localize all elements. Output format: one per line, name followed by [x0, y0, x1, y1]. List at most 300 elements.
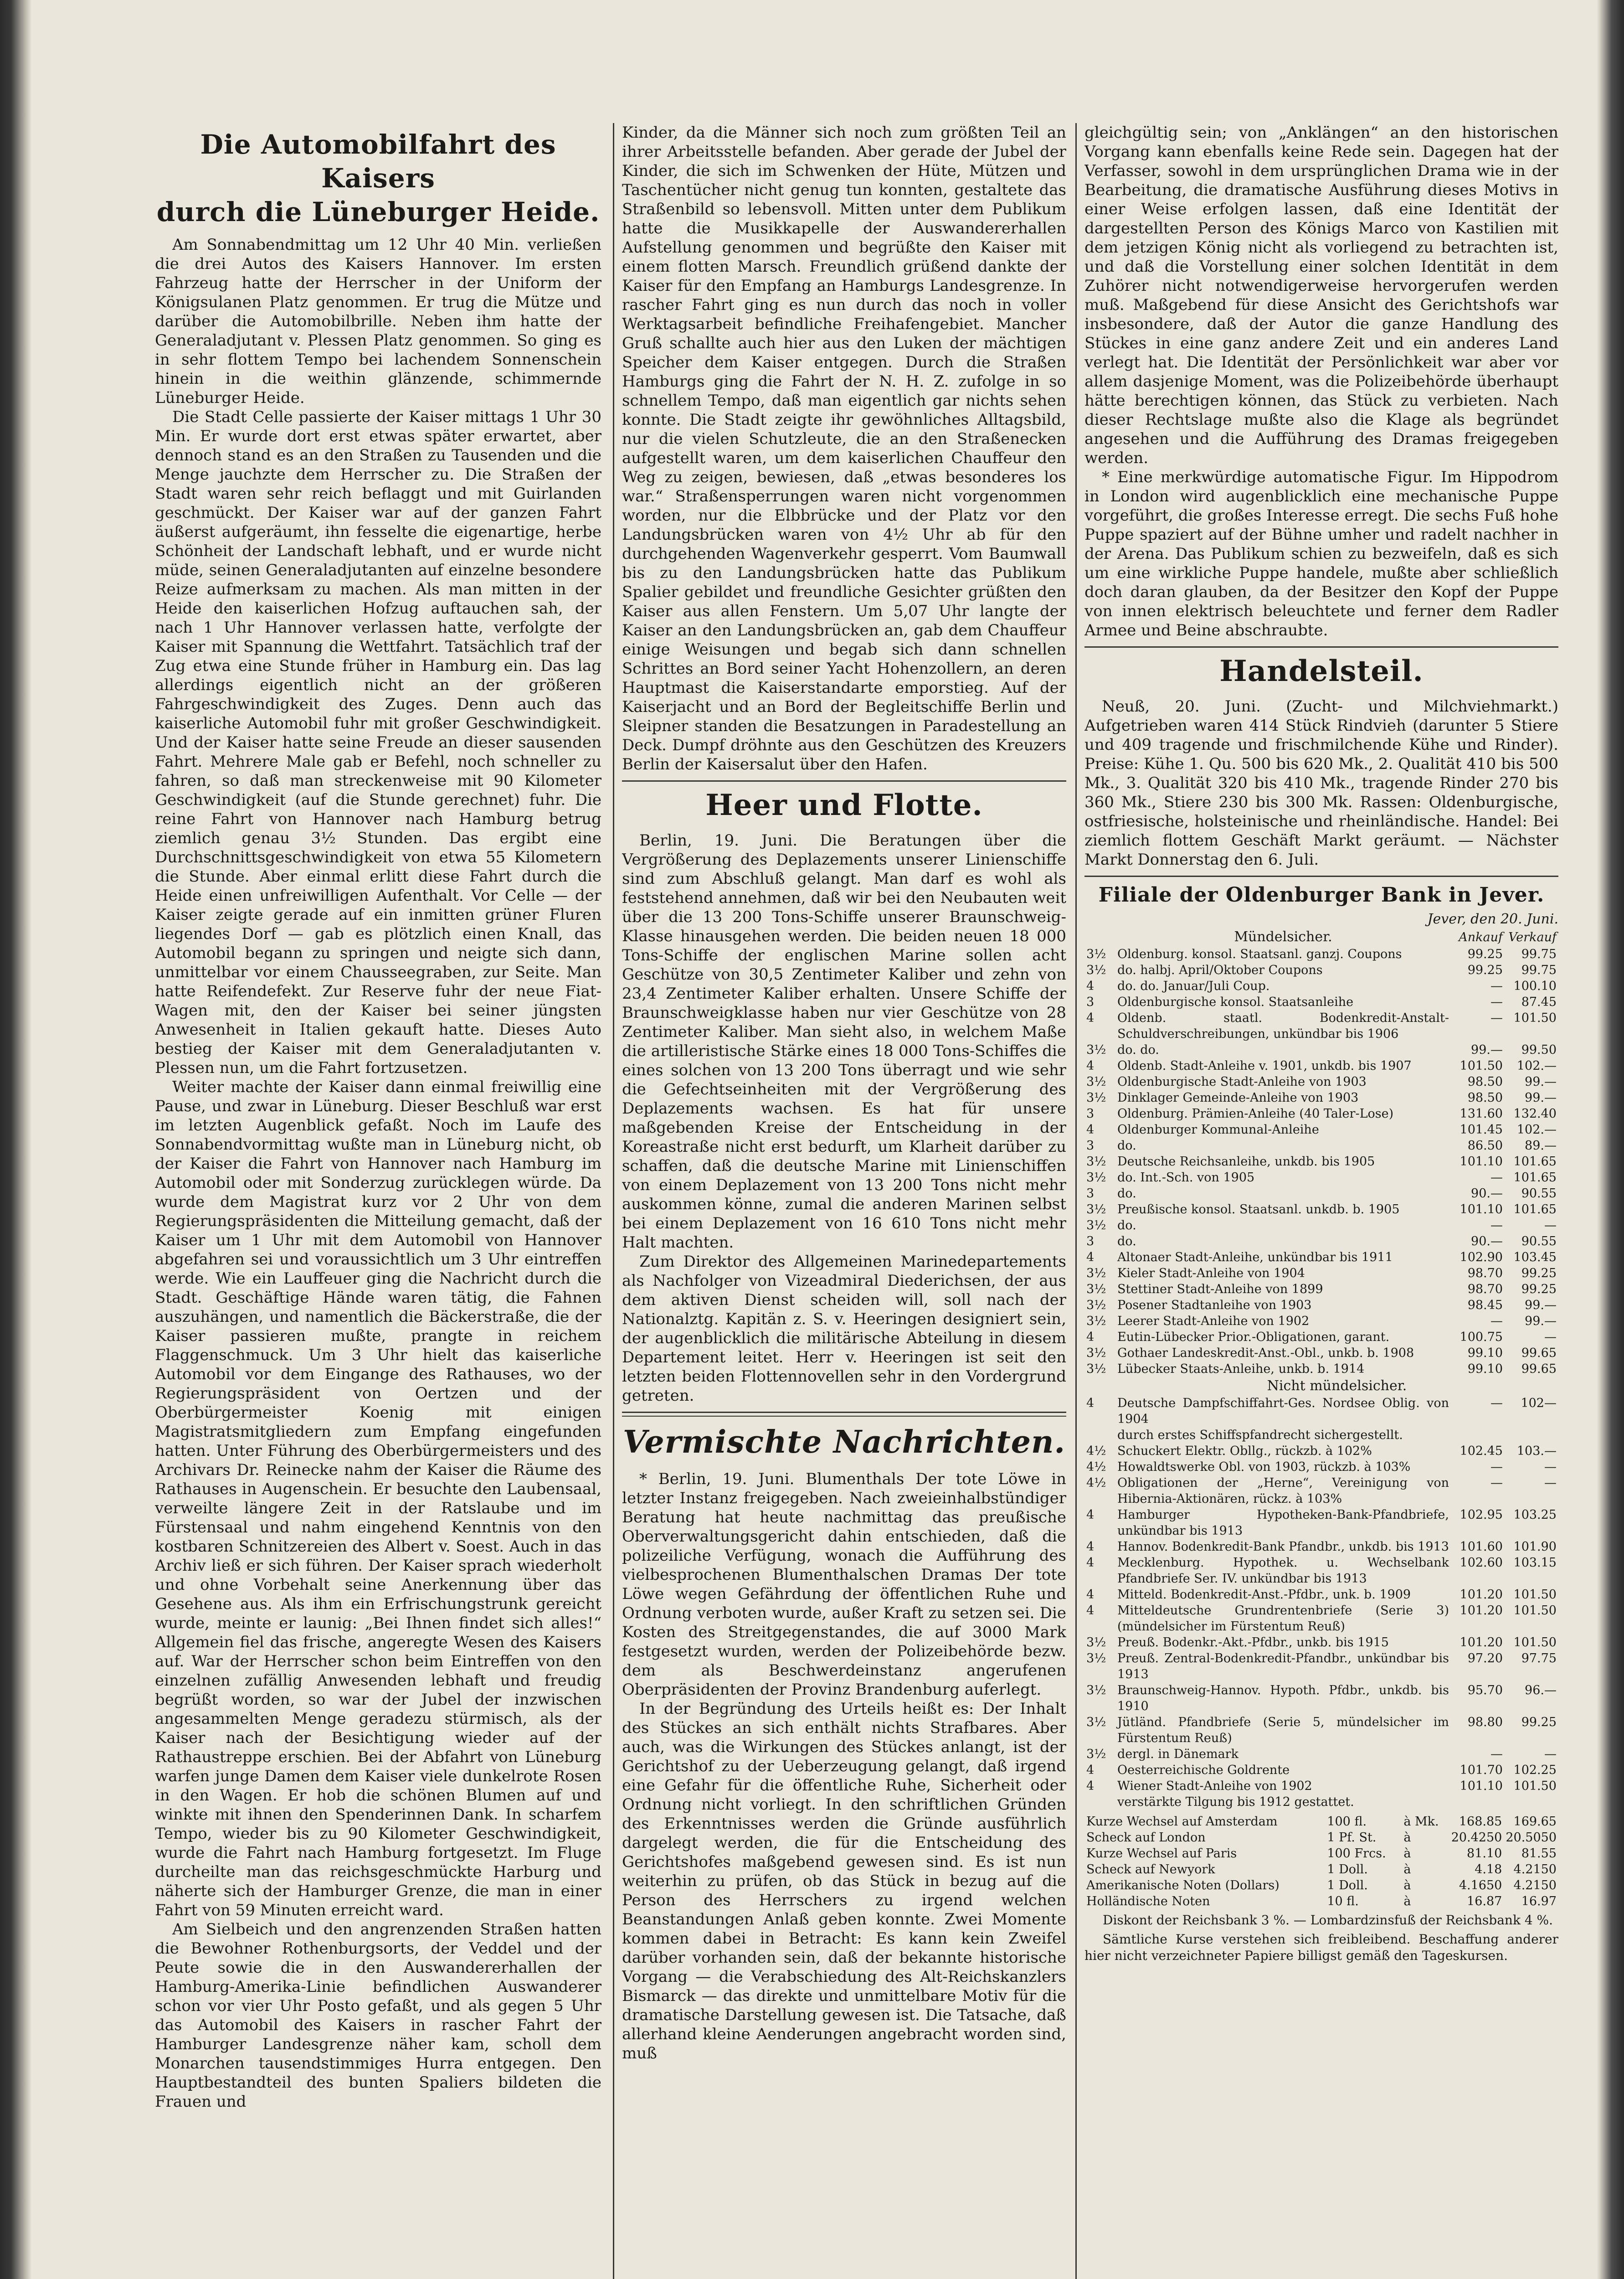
- ankauf-value: 101.10: [1460, 1779, 1503, 1793]
- verkauf-value: —: [1544, 1218, 1557, 1232]
- paragraph-continuation: Kinder, da die Männer sich noch zum größten Teil an ihrer Arbeitsstelle befanden. Aber gerade der Jubel der Kinder, die sich im Schwenken der Hüte, Mützen und Taschentücher nicht genug tun konnten, gestaltete das Straßenbild so lebensvoll. Mitten unter dem Publikum hatte die Musikkapelle der Auswandererhallen Aufstellung genommen und begrüßte den Kaiser mit einem flotten Marsch. Freundlich grüßend dankte der Kaiser für den Empfang an Hamburgs Landesgrenze. In rascher Fahrt ging es nun durch das noch in voller Werktagsarbeit befindliche Freihafengebiet. Mancher Gruß schallte auch hier aus den Luken der mächtigen Speicher dem Kaiser entgegen. Durch die Straßen Hamburgs ging die Fahrt der N. H. Z. zufolge in so schnellem Tempo, daß man eigentlich gar nichts sehen konnte. Die Stadt zeigte ihr gewöhnliches Alltagsbild, nur die vielen Schutzleute, die an den Straßenecken aufgestellt waren, um dem kaiserlichen Chauffeur den Weg zu zeigen, bewiesen, daß „etwas besonderes los war.“ Straßensperrungen waren nicht vorgenommen worden, nur die Elbbrücke und der Platz vor den Landungsbrücken waren von 4½ Uhr ab für den durchgehenden Wagenverkehr gesperrt. Vom Baumwall bis zu den Landungsbrücken hatte das Publikum Spalier gebildet und freundliche Gesichter grüßten den Kaiser aus allen Fenstern. Um 5,07 Uhr langte der Kaiser an den Landungsbrücken an, gab dem Chauffeur einige Weisungen und begab sich dann schnellen Schrittes an Bord seiner Yacht Hohenzollern, an deren Hauptmast die Kaiserstandarte emporstieg. Auf der Kaiserjacht und an Bord der Begleitschiffe Berlin und Sleipner standen die Besatzungen in Paradestellung an Deck. Dumpf dröhnte aus den Geschützen des Kreuzers Berlin der Kaisersalut über den Hafen.: [622, 124, 1066, 773]
- ankauf-value: —: [1490, 1476, 1503, 1490]
- security-name: Oldenb. Stadt-Anleihe v. 1901, unkdb. bis 1907: [1117, 1059, 1412, 1073]
- interest-rate: 3½: [1086, 963, 1106, 977]
- exchange-name: Kurze Wechsel auf Paris: [1086, 1846, 1237, 1861]
- security-name: Eutin-Lübecker Prior.-Obligationen, garant.: [1117, 1330, 1390, 1344]
- verkauf-value: —: [1544, 1747, 1557, 1761]
- security-name: do.: [1117, 1234, 1136, 1248]
- column-1: [155, 123, 601, 2279]
- interest-rate: 3½: [1086, 1282, 1106, 1296]
- interest-rate: 4: [1086, 979, 1095, 993]
- table-row: [1084, 946, 1558, 962]
- section-label-nicht: Nicht mündelsicher.: [1267, 1378, 1407, 1394]
- ankauf-value: 90.—: [1471, 1186, 1503, 1201]
- security-name: do. do.: [1117, 1043, 1159, 1057]
- interest-rate: 3½: [1086, 1218, 1106, 1232]
- ankauf-value: 101.50: [1460, 1059, 1503, 1073]
- section-title-heer: Heer und Flotte.: [705, 788, 983, 822]
- rows-wechsel: [1084, 1814, 1558, 1909]
- verkauf-value: 89.—: [1525, 1139, 1557, 1153]
- security-name: do.: [1117, 1139, 1136, 1153]
- security-name: verstärkte Tilgung bis 1912 gestattet.: [1117, 1795, 1354, 1809]
- interest-rate: 4: [1086, 1588, 1095, 1602]
- interest-rate: 3½: [1086, 1747, 1106, 1761]
- section-title-vermischte: Vermischte Nachrichten.: [622, 1424, 1066, 1460]
- verkauf-value: 101.50: [1513, 1011, 1557, 1025]
- ankauf-value: 99.25: [1467, 947, 1503, 961]
- interest-rate: 3½: [1086, 1651, 1106, 1665]
- exchange-name: Scheck auf Newyork: [1086, 1862, 1215, 1877]
- ankauf-value: 86.50: [1467, 1139, 1503, 1153]
- verkauf-value: 90.55: [1521, 1234, 1557, 1248]
- table-row: [1084, 1297, 1558, 1313]
- interest-rate: [1084, 1794, 1115, 1810]
- security-name: Oldenburger Kommunal-Anleihe: [1117, 1123, 1319, 1137]
- ankauf-value: 101.45: [1460, 1123, 1503, 1137]
- security-name: Leerer Stadt-Anleihe von 1902: [1117, 1314, 1310, 1328]
- table-row: [1084, 1861, 1558, 1877]
- ankauf-value: 98.80: [1467, 1715, 1503, 1729]
- security-name: durch erstes Schiffspfandrecht sichergestellt.: [1117, 1428, 1403, 1442]
- interest-rate: 3½: [1086, 1314, 1106, 1328]
- verkauf-value: 102.—: [1516, 1059, 1557, 1073]
- rows-muendel: [1084, 946, 1558, 1377]
- exchange-per: à: [1403, 1862, 1411, 1877]
- paragraph: Zum Direktor des Allgemeinen Marinedepartements als Nachfolger von Vizeadmiral Diederichsen, der aus dem aktiven Dienst scheiden will, soll nach der Nationalztg. Kapitän z. S. v. Heeringen designiert sein, der augenblicklich die militärische Abteilung in diesem Departement leitet. Herr v. Heeringen ist seit den letzten beiden Flottennovellen sehr in den Vordergrund getreten.: [622, 1253, 1066, 1405]
- table-row: [1084, 1555, 1558, 1587]
- exchange-name: Kurze Wechsel auf Amsterdam: [1086, 1815, 1278, 1829]
- interest-rate: 3: [1086, 1139, 1095, 1153]
- table-row: [1084, 1265, 1558, 1281]
- table-row: [1084, 1170, 1558, 1186]
- table-row: [1084, 1106, 1558, 1122]
- verkauf-value: 99.75: [1521, 963, 1557, 977]
- ankauf-value: 4.1650: [1459, 1878, 1502, 1892]
- interest-rate: 4: [1086, 1123, 1095, 1137]
- verkauf-value: 132.40: [1513, 1107, 1557, 1121]
- security-name: Dinklager Gemeinde-Anleihe von 1903: [1117, 1091, 1359, 1105]
- verkauf-value: 99.25: [1521, 1715, 1557, 1729]
- ankauf-value: 102.60: [1460, 1556, 1503, 1570]
- ankauf-value: 16.87: [1467, 1894, 1502, 1908]
- verkauf-value: 99.25: [1521, 1266, 1557, 1280]
- security-name: Oldenburgische Stadt-Anleihe von 1903: [1117, 1075, 1367, 1089]
- table-row: [1084, 1154, 1558, 1170]
- interest-rate: 3: [1086, 1234, 1095, 1248]
- interest-rate: 3½: [1086, 1298, 1106, 1312]
- ankauf-value: 102.45: [1460, 1444, 1503, 1458]
- table-row: [1084, 1634, 1558, 1650]
- ankauf-value: 81.10: [1467, 1846, 1502, 1861]
- interest-rate: 3: [1086, 1186, 1095, 1201]
- security-name: dergl. in Dänemark: [1117, 1747, 1239, 1761]
- security-name: Obligationen der „Herne“, Vereinigung von Hibernia-Aktionären, rückz. à 103%: [1117, 1476, 1449, 1506]
- ankauf-value: 101.20: [1460, 1635, 1503, 1650]
- ankauf-value: 101.20: [1460, 1588, 1503, 1602]
- security-name: Gothaer Landeskredit-Anst.-Obl., unkb. b. 1908: [1117, 1346, 1414, 1360]
- scan-edge-left: [0, 0, 32, 2279]
- verkauf-value: 103.25: [1513, 1508, 1557, 1522]
- column-3: [1084, 123, 1558, 2279]
- security-name: Oldenb. staatl. Bodenkredit-Anstalt-Schuldverschreibungen, unkündbar bis 1906: [1117, 1011, 1449, 1041]
- table-row: [1084, 1058, 1558, 1074]
- ankauf-value: 102.90: [1460, 1250, 1503, 1264]
- bank-quotes-table: [1084, 928, 1558, 1810]
- ankauf-value: —: [1490, 1747, 1503, 1761]
- interest-rate: 4½: [1086, 1444, 1106, 1458]
- table-row: [1084, 1846, 1558, 1861]
- table-row: [1084, 1395, 1558, 1427]
- paragraph: * Eine merkwürdige automatische Figur. Im Hippodrom in London wird augenblicklich eine mechanische Puppe vorgeführt, die großes Interesse erregt. Die sechs Fuß hohe Puppe spaziert auf der Bühne umher und radelt nachher in der Arena. Das Publikum schien zu bezweifeln, daß es sich um eine wirkliche Puppe handele, mußte aber schließlich doch daran glauben, da der Besitzer den Kopf der Puppe von innen elektrisch beleuchtete und ferner dem Radler Armee und Beine abschraubte.: [1084, 468, 1558, 639]
- security-name: Mitteld. Bodenkredit-Anst.-Pfdbr., unk. b. 1909: [1117, 1588, 1411, 1602]
- verkauf-value: 99.—: [1525, 1075, 1557, 1089]
- section-title-handel: Handelsteil.: [1219, 654, 1424, 688]
- ankauf-value: 101.10: [1460, 1155, 1503, 1169]
- interest-rate: 4: [1086, 1330, 1095, 1344]
- ankauf-value: 20.4250: [1451, 1830, 1502, 1845]
- interest-rate: 4: [1086, 1250, 1095, 1264]
- table-row: [1084, 1682, 1558, 1714]
- interest-rate: 3½: [1086, 1266, 1106, 1280]
- table-row: [1084, 1329, 1558, 1345]
- table-row: [1084, 1714, 1558, 1746]
- exchange-per: à: [1403, 1830, 1411, 1845]
- interest-rate: 4: [1086, 1556, 1095, 1570]
- paragraph: Am Sonnabendmittag um 12 Uhr 40 Min. verließen die drei Autos des Kaisers Hannover. Im ersten Fahrzeug hatte der Herrscher in der Uniform der Königsulanen Platz genommen. Er trug die Mütze und darüber die Automobilbrille. Neben ihm hatte der Generaladjutant v. Plessen Platz genommen. So ging es in sehr flottem Tempo bei lachendem Sonnenschein hinein in die weithin glänzende, schimmernde Lüneburger Heide.: [155, 236, 601, 407]
- exchange-name: Amerikanische Noten (Dollars): [1086, 1878, 1280, 1892]
- table-row: [1084, 1361, 1558, 1377]
- table-row: [1084, 1090, 1558, 1106]
- verkauf-value: 99.—: [1525, 1091, 1557, 1105]
- interest-rate: 3½: [1086, 1075, 1106, 1089]
- security-name: do.: [1117, 1218, 1136, 1232]
- title-line-1: Die Automobilfahrt des Kaisers: [200, 129, 556, 194]
- ankauf-value: 90.—: [1471, 1234, 1503, 1248]
- table-row: [1084, 1794, 1558, 1810]
- verkauf-value: 99.65: [1521, 1362, 1557, 1376]
- ankauf-value: 100.75: [1460, 1330, 1503, 1344]
- exchange-per: à Mk.: [1403, 1815, 1439, 1829]
- interest-rate: 4: [1086, 1508, 1095, 1522]
- section-divider: [622, 1412, 1066, 1417]
- security-name: Posener Stadtanleihe von 1903: [1117, 1298, 1312, 1312]
- security-name: Oldenburg. Prämien-Anleihe (40 Taler-Lose): [1117, 1107, 1394, 1121]
- security-name: do. halbj. April/Oktober Coupons: [1117, 963, 1323, 977]
- verkauf-value: 101.50: [1513, 1604, 1557, 1618]
- interest-rate: 4: [1086, 1540, 1095, 1554]
- exchange-unit: 1 Doll.: [1327, 1878, 1368, 1892]
- ankauf-value: 99.10: [1467, 1346, 1503, 1360]
- table-row: [1084, 1042, 1558, 1058]
- interest-rate: 3½: [1086, 1155, 1106, 1169]
- table-row: [1084, 1507, 1558, 1539]
- table-row: [1084, 962, 1558, 978]
- ankauf-value: —: [1490, 1011, 1503, 1025]
- interest-rate: 4: [1086, 1011, 1095, 1025]
- table-row: [1084, 1122, 1558, 1138]
- table-section-row: [1084, 1377, 1558, 1395]
- verkauf-value: 20.5050: [1506, 1830, 1557, 1845]
- verkauf-value: 99.25: [1521, 1282, 1557, 1296]
- security-name: Preußische konsol. Staatsanl. unkdb. b. 1905: [1117, 1202, 1400, 1217]
- exchange-per: à: [1403, 1846, 1411, 1861]
- table-row: [1084, 1233, 1558, 1249]
- paragraph: Am Sielbeich und den angrenzenden Straßen hatten die Bewohner Rothenburgsorts, der Veddel und der Peute sowie die in den Auswandererhallen der Hamburg-Amerika-Linie befindlichen Auswanderer schon vor vier Uhr Posto gefaßt, und als gegen 5 Uhr das Automobil des Kaisers in rascher Fahrt der Hamburger Landesgrenze näher kam, scholl dem Monarchen tausendstimmiges Hurra entgegen. Den Hauptbestandteil des bunten Spaliers bildeten die Frauen und: [155, 1920, 601, 2111]
- table-row: [1084, 1893, 1558, 1909]
- security-name: Schuckert Elektr. Obllg., rückzb. à 102%: [1117, 1444, 1372, 1458]
- ankauf-value: —: [1490, 1218, 1503, 1232]
- interest-rate: 3½: [1086, 1635, 1106, 1650]
- table-row: [1084, 1762, 1558, 1778]
- verkauf-value: 97.75: [1521, 1651, 1557, 1665]
- ankauf-value: —: [1490, 995, 1503, 1009]
- table-row: [1084, 978, 1558, 994]
- verkauf-value: 103.15: [1513, 1556, 1557, 1570]
- interest-rate: 4½: [1086, 1460, 1106, 1474]
- column-2: [622, 123, 1066, 2279]
- interest-rate: 3½: [1086, 1346, 1106, 1360]
- verkauf-value: 102.—: [1516, 1123, 1557, 1137]
- exchange-name: Scheck auf London: [1086, 1830, 1206, 1845]
- ankauf-value: 98.50: [1467, 1091, 1503, 1105]
- table-row: [1084, 1650, 1558, 1682]
- bank-title: Filiale der Oldenburger Bank in Jever.: [1098, 883, 1545, 907]
- table-row: [1084, 1217, 1558, 1233]
- table-row: [1084, 1345, 1558, 1361]
- security-name: Howaldtswerke Obl. von 1903, rückzb. à 103%: [1117, 1460, 1411, 1474]
- table-row: [1084, 1587, 1558, 1603]
- ankauf-value: 102.95: [1460, 1508, 1503, 1522]
- ankauf-value: 98.70: [1467, 1266, 1503, 1280]
- security-name: Jütländ. Pfandbriefe (Serie 5, mündelsicher im Fürstentum Reuß): [1117, 1715, 1449, 1745]
- security-name: Mecklenburg. Hypothek. u. Wechselbank Pfandbriefe Ser. IV. unkündbar bis 1913: [1117, 1556, 1449, 1586]
- ankauf-value: 101.10: [1460, 1202, 1503, 1217]
- verkauf-value: 4.2150: [1513, 1862, 1557, 1877]
- table-row: [1084, 1830, 1558, 1846]
- ankauf-value: 97.20: [1467, 1651, 1503, 1665]
- security-name: Altonaer Stadt-Anleihe, unkündbar bis 1911: [1117, 1250, 1393, 1264]
- verkauf-value: —: [1544, 1330, 1557, 1344]
- verkauf-value: 96.—: [1525, 1683, 1557, 1697]
- exchange-unit: 1 Doll.: [1327, 1862, 1368, 1877]
- security-name: do. Int.-Sch. von 1905: [1117, 1170, 1255, 1185]
- verkauf-value: —: [1544, 1476, 1557, 1490]
- verkauf-value: 103.45: [1513, 1250, 1557, 1264]
- verkauf-value: 81.55: [1521, 1846, 1557, 1861]
- col-ankauf: Ankauf: [1459, 930, 1503, 944]
- security-name: Preuß. Zentral-Bodenkredit-Pfandbr., unkündbar bis 1913: [1117, 1651, 1449, 1681]
- section-divider: [1084, 876, 1558, 877]
- column-rule: [1075, 123, 1077, 2279]
- verkauf-value: 101.65: [1513, 1155, 1557, 1169]
- ankauf-value: [1451, 1794, 1505, 1810]
- exchange-per: à: [1403, 1878, 1411, 1892]
- ankauf-value: 99.—: [1471, 1043, 1503, 1057]
- article-title-automobil: [155, 128, 601, 229]
- table-row: [1084, 1281, 1558, 1297]
- verkauf-value: 101.50: [1513, 1635, 1557, 1650]
- section-divider: [622, 780, 1066, 782]
- interest-rate: 3½: [1086, 1202, 1106, 1217]
- ankauf-value: —: [1490, 1460, 1503, 1474]
- exchange-per: à: [1403, 1894, 1411, 1908]
- table-row: [1084, 1603, 1558, 1634]
- security-name: Kieler Stadt-Anleihe von 1904: [1117, 1266, 1305, 1280]
- verkauf-value: 4.2150: [1513, 1878, 1557, 1892]
- exchange-unit: 100 fl.: [1327, 1815, 1367, 1829]
- security-name: Hannov. Bodenkredit-Bank Pfandbr., unkdb. bis 1913: [1117, 1540, 1449, 1554]
- table-row: [1084, 1539, 1558, 1555]
- scan-edge-right: [1597, 0, 1624, 2279]
- verkauf-value: 99.65: [1521, 1346, 1557, 1360]
- table-row: [1084, 1249, 1558, 1265]
- ankauf-value: —: [1490, 1396, 1503, 1410]
- table-row: [1084, 1074, 1558, 1090]
- table-row: [1084, 1010, 1558, 1042]
- interest-rate: 3: [1086, 1107, 1095, 1121]
- security-name: do. do. Januar/Juli Coup.: [1117, 979, 1270, 993]
- verkauf-value: 100.10: [1513, 979, 1557, 993]
- interest-rate: 4: [1086, 1604, 1095, 1618]
- verkauf-value: 103.—: [1516, 1444, 1557, 1458]
- table-header-row: [1084, 928, 1558, 946]
- interest-rate: 3½: [1086, 1683, 1106, 1697]
- exchange-table: [1084, 1814, 1558, 1909]
- interest-rate: 4: [1086, 1763, 1095, 1777]
- security-name: Stettiner Stadt-Anleihe von 1899: [1117, 1282, 1323, 1296]
- ankauf-value: 99.10: [1467, 1362, 1503, 1376]
- interest-rate: 4: [1086, 1779, 1095, 1793]
- verkauf-value: 101.90: [1513, 1540, 1557, 1554]
- interest-rate: 3½: [1086, 1091, 1106, 1105]
- ankauf-value: 4.18: [1475, 1862, 1502, 1877]
- section-divider: [1084, 646, 1558, 648]
- table-row: [1084, 994, 1558, 1010]
- ankauf-value: 95.70: [1467, 1683, 1503, 1697]
- security-name: Hamburger Hypotheken-Bank-Pfandbriefe, unkündbar bis 1913: [1117, 1508, 1449, 1538]
- ankauf-value: [1451, 1427, 1505, 1443]
- ankauf-value: 98.45: [1467, 1298, 1503, 1312]
- section-label-muendel: Mündelsicher.: [1234, 929, 1332, 945]
- security-name: Braunschweig-Hannov. Hypoth. Pfdbr., unkdb. bis 1910: [1117, 1683, 1449, 1713]
- paragraph: Berlin, 19. Juni. Die Beratungen über die Vergrößerung des Deplazements unserer Linienschiffe sind zum Abschluß gelangt. Man darf es wohl als feststehend annehmen, daß wir bei den Neubauten weit über die 13 200 Tons-Schiffe unserer Braunschweig-Klasse hinausgehen werden. Die beiden neuen 18 000 Tons-Schiffe der englischen Marine sollen acht Geschütze von 30,5 Zentimeter Kaliber und zehn von 23,4 Zentimeter Kaliber erhalten. Unsere Schiffe der Braunschweigklasse haben nur vier Geschütze von 28 Zentimeter Kaliber. Man sieht also, in welchem Maße die artilleristische Stärke eines 18 000 Tons-Schiffes die eines solchen von 13 200 Tons überragt und wie sehr die Gefechtseinheiten mit der Vergrößerung des Deplazements wachsen. Es hat für unsere maßgebenden Kreise der Entscheidung in der Koreastraße nicht erst bedurft, um Klarheit darüber zu schaffen, daß die deutsche Marine mit Linienschiffen von einem Deplazement von 13 200 Tons nicht mehr auskommen könne, zumal die anderen Marinen selbst bei einem Deplazement von 16 610 Tons nicht mehr Halt machten.: [622, 831, 1066, 1252]
- interest-rate: 3½: [1086, 1362, 1106, 1376]
- bank-date: Jever, den 20. Juni.: [1427, 911, 1558, 927]
- paragraph-continuation: gleichgültig sein; von „Anklängen“ an den historischen Vorgang kann ebenfalls keine Rede sein. Dagegen hat der Verfasser, sowohl in dem ursprünglichen Drama wie in der Bearbeitung, die dramatische Ausführung dieses Motivs in einer Weise erfolgen lassen, daß eine Identität der dargestellten Person des Königs Marco von Kastilien mit dem jetzigen König nicht als vorliegend zu betrachten ist, und daß die Vorstellung einer solchen Identität in dem Zuhörer nicht notwendigerweise hervorgerufen werden muß. Maßgebend für diese Ansicht des Gerichtshofs war insbesondere, daß der Autor die ganze Handlung des Stückes in eine ganz andere Zeit und ein anderes Land verlegt hat. Die Identität der Persönlichkeit war aber vor allem dasjenige Moment, was die Polizeibehörde überhaupt hätte berechtigen können, das Stück zu verbieten. Nach dieser Rechtslage mußte also die Klage als begründet angesehen und die Aufführung des Dramas freigegeben werden.: [1084, 124, 1558, 467]
- paragraph: Die Stadt Celle passierte der Kaiser mittags 1 Uhr 30 Min. Er wurde dort erst etwas später erwartet, aber dennoch stand es an den Straßen zu Tausenden und die Menge jauchzte dem Herrscher zu. Die Straßen der Stadt waren sehr reich beflaggt und mit Guirlanden geschmückt. Der Kaiser war auf der ganzen Fahrt äußerst aufgeräumt, ihn fesselte die eigenartige, herbe Schönheit der Landschaft lebhaft, und er wurde nicht müde, seinen Generaladjutanten auf einzelne besondere Reize aufmerksam zu machen. Als man mitten in der Heide den kaiserlichen Hofzug auftauchen sah, der nach 1 Uhr Hannover verlassen hatte, verfolgte der Kaiser mit Spannung die Wettfahrt. Tatsächlich traf der Zug etwa eine Stunde früher in Hamburg ein. Das lag allerdings eigentlich nicht an der größeren Fahrgeschwindigkeit des Zuges. Denn auch das kaiserliche Automobil fuhr mit großer Geschwindigkeit. Und der Kaiser hatte seine Freude an dieser sausenden Fahrt. Mehrere Male gab er Befehl, noch schneller zu fahren, so daß man streckenweise mit 90 Kilometer Geschwindigkeit (auf die Stunde gerechnet) fuhr. Die reine Fahrt von Hannover nach Hamburg betrug ziemlich genau 3½ Stunden. Das ergibt eine Durchschnittsgeschwindigkeit von etwa 55 Kilometern die Stunde. Aber einmal erlitt diese Fahrt durch die Heide einen unfreiwilligen Aufenthalt. Vor Celle — der Kaiser zeigte gerade auf ein inmitten grüner Fluren liegendes Dorf — gab es plötzlich einen Knall, das Automobil begann zu springen und neigte sich dann, unmittelbar vor einem Chausseegraben, zur Seite. Man hatte Reifendefekt. Zur Reserve fuhr der neue Fiat-Wagen mit, den der Kaiser bei seiner jüngsten Anwesenheit in Italien gekauft hatte. Dieses Auto bestieg der Kaiser mit dem Generaladjutanten v. Plessen nun, um die Fahrt fortzusetzen.: [155, 408, 601, 1077]
- security-name: Mitteldeutsche Grundrentenbriefe (Serie 3) (mündelsicher im Fürstentum Reuß): [1117, 1604, 1449, 1634]
- verkauf-value: 101.65: [1513, 1170, 1557, 1185]
- bank-footnote: Sämtliche Kurse verstehen sich freibleibend. Beschaffung anderer hier nicht verzeichneter Papiere billigst gemäß den Tageskursen.: [1084, 1932, 1558, 1963]
- ankauf-value: 98.70: [1467, 1282, 1503, 1296]
- newspaper-page: [155, 123, 1558, 2279]
- verkauf-value: [1505, 1427, 1558, 1443]
- interest-rate: 3½: [1086, 1715, 1106, 1729]
- table-row: [1084, 1201, 1558, 1217]
- table-row: [1084, 1746, 1558, 1762]
- interest-rate: 4: [1086, 1059, 1095, 1073]
- verkauf-value: 99.50: [1521, 1043, 1557, 1057]
- security-name: Oesterreichische Goldrente: [1117, 1763, 1290, 1777]
- column-rule: [613, 123, 614, 2279]
- title-line-2: durch die Lüneburger Heide.: [156, 196, 600, 227]
- interest-rate: 4: [1086, 1396, 1095, 1410]
- ankauf-value: 101.60: [1460, 1540, 1503, 1554]
- interest-rate: 3: [1086, 995, 1095, 1009]
- ankauf-value: 99.25: [1467, 963, 1503, 977]
- paragraph: Neuß, 20. Juni. (Zucht- und Milchviehmarkt.) Aufgetrieben waren 414 Stück Rindvieh (darunter 5 Stiere und 409 tragende und frischmilchende Kühe und Rinder). Preise: Kühe 1. Qu. 500 bis 620 Mk., 2. Qualität 410 bis 500 Mk., 3. Qualität 320 bis 410 Mk., tragende Rinder 270 bis 360 Mk., Stiere 230 bis 300 Mk. Rassen: Oldenburgische, ostfriesische, holsteinische und rheinländische. Handel: Bei ziemlich flottem Geschäft Markt geräumt. — Nächster Markt Donnerstag den 6. Juli.: [1084, 697, 1558, 869]
- verkauf-value: 101.65: [1513, 1202, 1557, 1217]
- table-row: [1084, 1459, 1558, 1475]
- exchange-name: Holländische Noten: [1086, 1894, 1210, 1908]
- table-row: [1084, 1814, 1558, 1830]
- interest-rate: [1084, 1427, 1115, 1443]
- security-name: Deutsche Dampfschiffahrt-Ges. Nordsee Oblig. von 1904: [1117, 1396, 1449, 1426]
- ankauf-value: —: [1490, 1314, 1503, 1328]
- interest-rate: 3½: [1086, 947, 1106, 961]
- security-name: Preuß. Bodenkr.-Akt.-Pfdbr., unkb. bis 1915: [1117, 1635, 1389, 1650]
- verkauf-value: 87.45: [1521, 995, 1557, 1009]
- exchange-unit: 100 Frcs.: [1327, 1846, 1386, 1861]
- verkauf-value: 16.97: [1521, 1894, 1557, 1908]
- verkauf-value: 101.50: [1513, 1779, 1557, 1793]
- verkauf-value: 102—: [1521, 1396, 1557, 1410]
- paragraph: Weiter machte der Kaiser dann einmal freiwillig eine Pause, und zwar in Lüneburg. Dieser Beschluß war erst im letzten Augenblick gefaßt. Noch im Laufe des Sonnabendvormittag wußte man in Lüneburg nicht, ob der Kaiser die Fahrt von Hannover nach Hamburg im Automobil oder mit Sonderzug zurücklegen würde. Da wurde dem Magistrat kurz vor 2 Uhr von dem Regierungspräsidenten die Mitteilung gemacht, daß der Kaiser um 1 Uhr mit dem Automobil von Hannover abgefahren sei und voraussichtlich um 3 Uhr eintreffen werde. Wie ein Lauffeuer ging die Nachricht durch die Stadt. Geschäftige Hände waren tätig, die Fahnen auszuhängen, und namentlich die Bäckerstraße, die der Kaiser passieren mußte, prangte in reichem Flaggenschmuck. Um 3 Uhr hielt das kaiserliche Automobil vor dem Eingange des Rathauses, wo der Regierungspräsident von Oertzen und der Oberbürgermeister Koenig mit einigen Magistratsmitgliedern zum Empfang eingefunden hatten. Unter Führung des Oberbürgermeisters und des Archivars Dr. Reinecke nahm der Kaiser die Räume des Rathauses in Augenschein. Er besuchte den Laubensaal, verweilte längere Zeit in der Ratslaube und im Fürstensaal und nahm eingehend Kenntnis von den kostbaren Schnitzereien des Albert v. Soest. Auch in das Archiv ließ er sich führen. Der Kaiser sprach wiederholt und ohne Vorbehalt seine Anerkennung über das Gesehene aus. Als ihm ein Erfrischungstrunk gereicht wurde, meinte er launig: „Bei Ihnen findet sich alles!“ Allgemein fiel das frische, angeregte Wesen des Kaisers auf. War der Herrscher schon beim Eintreffen von den einzelnen zufällig Anwesenden lebhaft und freudig begrüßt worden, so war der Jubel der inzwischen angesammelten Menge geradezu stürmisch, als der Kaiser nach der Besichtigung wieder auf der Rathaustreppe erschien. Bei der Abfahrt von Lüneburg warfen junge Damen dem Kaiser viele dunkelrote Rosen in den Wagen. Er hob die schönen Blumen auf und winkte mit ihnen den Spenderinnen Dank. In scharfem Tempo, wieder bis zu 90 Kilometer Geschwindigkeit, wurde die Fahrt nach Hamburg fortgesetzt. Im Fluge durcheilte man das reichsgeschmückte Harburg und näherte sich der Hamburger Grenze, die man in einer Fahrt von 59 Minuten erreicht ward.: [155, 1078, 601, 1919]
- table-row: [1084, 1443, 1558, 1459]
- interest-rate: 3½: [1086, 1043, 1106, 1057]
- exchange-unit: 1 Pf. St.: [1327, 1830, 1377, 1845]
- security-name: Wiener Stadt-Anleihe von 1902: [1117, 1779, 1312, 1793]
- ankauf-value: —: [1490, 979, 1503, 993]
- ankauf-value: 101.20: [1460, 1604, 1503, 1618]
- verkauf-value: 99.—: [1525, 1298, 1557, 1312]
- interest-rate: 3½: [1086, 1170, 1106, 1185]
- ankauf-value: 168.85: [1459, 1815, 1502, 1829]
- diskont-note: Diskont der Reichsbank 3 %. — Lombardzinsfuß der Reichsbank 4 %.: [1103, 1913, 1553, 1928]
- verkauf-value: 101.50: [1513, 1588, 1557, 1602]
- table-row: [1084, 1138, 1558, 1154]
- rows-nicht-muendel: [1084, 1395, 1558, 1810]
- table-row: [1084, 1778, 1558, 1794]
- table-row: [1084, 1313, 1558, 1329]
- table-row: [1084, 1186, 1558, 1201]
- security-name: Oldenburg. konsol. Staatsanl. ganzj. Coupons: [1117, 947, 1402, 961]
- ankauf-value: 131.60: [1460, 1107, 1503, 1121]
- security-name: Lübecker Staats-Anleihe, unkb. b. 1914: [1117, 1362, 1365, 1376]
- verkauf-value: —: [1544, 1460, 1557, 1474]
- verkauf-value: [1505, 1794, 1558, 1810]
- table-row: [1084, 1877, 1558, 1893]
- paragraph: In der Begründung des Urteils heißt es: Der Inhalt des Stückes an sich enthält nichts Strafbares. Aber auch, was die Wirkungen des Stückes anlangt, ist der Gerichtshof zu der Ueberzeugung gelangt, daß irgend eine Gefahr für die öffentliche Ruhe, Sicherheit oder Ordnung nicht vorliegt. In den schriftlichen Gründen des Erkenntnisses werden die Gründe ausführlich dargelegt werden, die für die Entscheidung des Gerichtshofes maßgebend gewesen sind. Es ist nun weiterhin zu prüfen, ob das Stück in bezug auf die Person des Herrschers zu irgend welchen Beanstandungen Anlaß geben konnte. Zwei Momente kommen dabei in Betracht: Es kann kein Zweifel darüber vorhanden sein, daß der bekannte historische Vorgang — die Verabschiedung des Alt-Reichskanzlers Bismarck — das direkte und unmittelbare Motiv für die dramatische Darstellung gewesen ist. Die Tatsache, daß allerhand kleine Aenderungen angebracht worden sind, muß: [622, 1700, 1066, 2062]
- verkauf-value: 169.65: [1513, 1815, 1557, 1829]
- table-row: [1084, 1427, 1558, 1443]
- security-name: Oldenburgische konsol. Staatsanleihe: [1117, 995, 1354, 1009]
- exchange-unit: 10 fl.: [1327, 1894, 1359, 1908]
- ankauf-value: —: [1490, 1170, 1503, 1185]
- ankauf-value: 98.50: [1467, 1075, 1503, 1089]
- ankauf-value: 101.70: [1460, 1763, 1503, 1777]
- col-verkauf: Verkauf: [1508, 930, 1557, 944]
- verkauf-value: 99.—: [1525, 1314, 1557, 1328]
- table-row: [1084, 1475, 1558, 1507]
- verkauf-value: 90.55: [1521, 1186, 1557, 1201]
- security-name: Deutsche Reichsanleihe, unkdb. bis 1905: [1117, 1155, 1375, 1169]
- paragraph: * Berlin, 19. Juni. Blumenthals Der tote Löwe in letzter Instanz freigegeben. Nach zweieinhalbstündiger Beratung hat heute nachmittag das preußische Oberverwaltungsgericht dahin entschieden, daß die polizeiliche Verfügung, wonach die Aufführung des vielbesprochenen Blumenthalschen Dramas Der tote Löwe wegen Gefährdung der öffentlichen Ruhe und Ordnung verboten wurde, außer Kraft zu setzen sei. Die Kosten des Streitgegenstandes, die auf 3000 Mark festgesetzt wurden, werden der Polizeibehörde bezw. dem als Beschwerdeinstanz angerufenen Oberpräsidenten der Provinz Brandenburg auferlegt.: [622, 1470, 1066, 1699]
- security-name: do.: [1117, 1186, 1136, 1201]
- interest-rate: 4½: [1086, 1476, 1106, 1490]
- verkauf-value: 102.25: [1513, 1763, 1557, 1777]
